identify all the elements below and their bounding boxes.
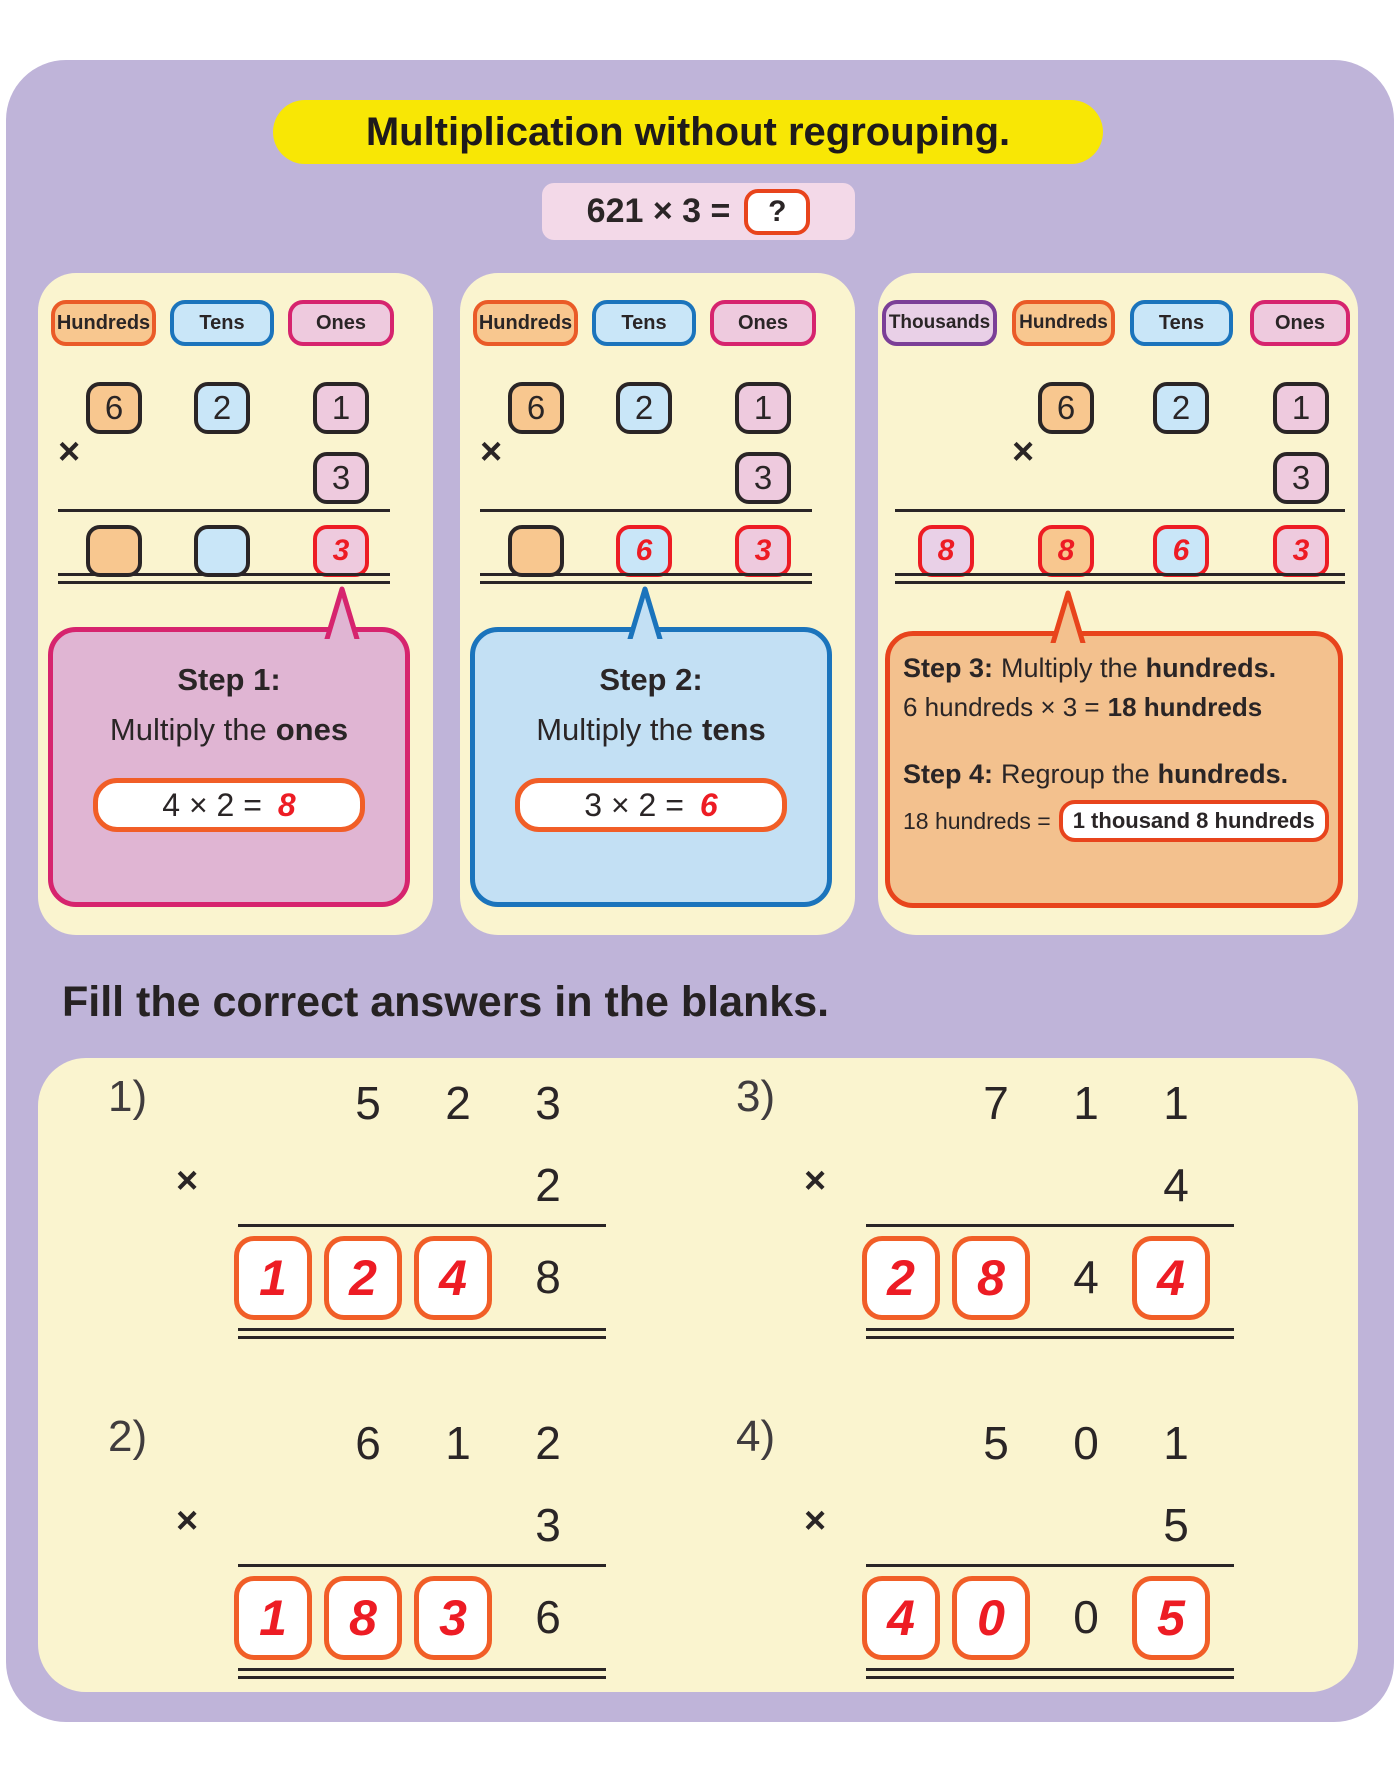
chip-label: Tens — [1158, 311, 1205, 334]
digit-ones: 2 — [535, 1417, 561, 1469]
step2-text — [536, 712, 766, 748]
page-title: Multiplication without regrouping. — [365, 109, 1011, 154]
chip-label: Ones — [315, 311, 367, 334]
step-panel-1 — [38, 273, 433, 935]
place-chip-hundreds — [1012, 300, 1115, 346]
mini-eq-answer: 8 — [277, 786, 296, 823]
answer-digit: 2 — [887, 1250, 915, 1306]
digit-ones: 1 — [1163, 1077, 1189, 1129]
step3-label: Step 3: — [903, 653, 994, 683]
rule-line — [895, 509, 1345, 512]
problem-label: 1) — [108, 1072, 148, 1121]
digit: 1 — [753, 389, 773, 426]
chip-label: Ones — [1274, 311, 1326, 334]
digit-box-tens — [616, 382, 672, 434]
step2-bubble — [470, 627, 832, 907]
digit: 6 — [104, 389, 124, 426]
answer-box-hundreds[interactable] — [952, 1576, 1030, 1660]
digit-box-ones — [735, 382, 791, 434]
multiplier-box — [313, 452, 369, 504]
chip-label: Hundreds — [56, 311, 151, 334]
times-sign: × — [176, 1160, 199, 1202]
times-sign: × — [804, 1500, 827, 1542]
double-rule — [238, 1328, 606, 1339]
result-digit: 3 — [754, 534, 772, 567]
answer-digit: 8 — [977, 1250, 1005, 1306]
mini-eq-answer: 6 — [699, 786, 718, 823]
place-chip-ones — [1250, 300, 1350, 346]
answer-box-hundreds[interactable] — [324, 1576, 402, 1660]
step-panel-2 — [460, 273, 855, 935]
step1-text — [110, 712, 348, 748]
double-rule — [480, 573, 812, 584]
result-box-tens-empty — [194, 525, 250, 577]
times-sign: × — [1012, 431, 1035, 473]
result-digit: 6 — [1172, 534, 1190, 567]
result-digit: 8 — [1057, 534, 1075, 567]
rule-line — [480, 509, 812, 512]
digit: 3 — [753, 459, 773, 496]
answer-digit: 0 — [977, 1590, 1005, 1646]
double-rule — [866, 1668, 1234, 1679]
step3-eq-bold: 18 hundreds — [1107, 692, 1263, 722]
problem-label: 4) — [736, 1412, 776, 1461]
result-box-hundreds-empty — [86, 525, 142, 577]
digit-ones: 1 — [1163, 1417, 1189, 1469]
chip-label: Tens — [199, 311, 245, 334]
chip-label: Hundreds — [478, 311, 573, 334]
times-sign: × — [58, 431, 81, 473]
bubble-tail — [1050, 589, 1086, 643]
double-rule — [895, 573, 1345, 584]
mini-eq-text: 4 × 2 = — [162, 786, 262, 823]
step4-text-bold: hundreds. — [1157, 759, 1289, 789]
mini-equation — [515, 778, 787, 832]
place-chip-tens — [592, 300, 696, 346]
step4-label: Step 4: — [903, 759, 994, 789]
step4-eq-text: 18 hundreds = — [903, 807, 1051, 834]
answer-digit: 3 — [439, 1590, 467, 1646]
problem-1 — [38, 1058, 658, 1378]
answer-digit: 4 — [439, 1250, 467, 1306]
given-digit-tens: 4 — [1073, 1251, 1099, 1303]
digit-box-hundreds — [508, 382, 564, 434]
answer-digit: 2 — [349, 1250, 377, 1306]
digit-hundreds: 6 — [355, 1417, 381, 1469]
digit-box-hundreds — [1038, 382, 1094, 434]
answer-digit: 1 — [259, 1250, 287, 1306]
place-chip-ones — [288, 300, 394, 346]
multiplier: 3 — [535, 1499, 561, 1551]
step-text-bold: ones — [275, 712, 349, 747]
step4-equation — [903, 800, 1329, 842]
result-box-ones — [1273, 525, 1329, 577]
bubble-tail — [324, 585, 360, 639]
answer-box-tens[interactable] — [414, 1236, 492, 1320]
result-box-tens — [1153, 525, 1209, 577]
result-box-ones — [735, 525, 791, 577]
place-chip-thousands — [882, 300, 997, 346]
result-box-hundreds — [1038, 525, 1094, 577]
double-rule — [58, 573, 390, 584]
regroup-result-box: 1 thousand 8 hundreds — [1059, 800, 1329, 842]
digit-box-ones — [313, 382, 369, 434]
digit: 2 — [212, 389, 232, 426]
place-chip-tens — [1130, 300, 1233, 346]
double-rule — [866, 1328, 1234, 1339]
chip-label: Tens — [621, 311, 667, 334]
digit-box-tens — [1153, 382, 1209, 434]
answer-box-thousands[interactable] — [234, 1236, 312, 1320]
answer-box-ones[interactable] — [1132, 1576, 1210, 1660]
result-box-thousands — [918, 525, 974, 577]
digit: 2 — [634, 389, 654, 426]
multiplier: 2 — [535, 1159, 561, 1211]
place-chip-hundreds — [51, 300, 156, 346]
times-sign: × — [480, 431, 503, 473]
step1-title: Step 1: — [177, 662, 281, 697]
result-digit: 3 — [332, 534, 350, 567]
result-box-hundreds-empty — [508, 525, 564, 577]
answer-digit: 4 — [1157, 1250, 1185, 1306]
answer-box-thousands[interactable] — [862, 1576, 940, 1660]
step3-equation — [903, 692, 1329, 723]
rule-line — [58, 509, 390, 512]
rule-line — [238, 1224, 606, 1227]
digit: 1 — [331, 389, 351, 426]
answer-digit: 1 — [259, 1590, 287, 1646]
digit-tens: 2 — [445, 1077, 471, 1129]
title-banner — [273, 100, 1103, 164]
answer-box-thousands[interactable] — [234, 1576, 312, 1660]
result-digit: 3 — [1292, 534, 1310, 567]
digit-tens: 0 — [1073, 1417, 1099, 1469]
chip-label: Ones — [737, 311, 789, 334]
digit: 2 — [1171, 389, 1191, 426]
step-text: Multiply the — [536, 712, 694, 747]
exercise-heading: Fill the correct answers in the blanks. — [62, 978, 830, 1026]
chip-label: Hundreds — [1019, 312, 1108, 333]
step4-heading — [903, 759, 1329, 790]
step3-4-content — [885, 631, 1343, 908]
digit-box-ones — [1273, 382, 1329, 434]
digit-hundreds: 5 — [983, 1417, 1009, 1469]
answer-box-tens[interactable] — [414, 1576, 492, 1660]
times-sign: × — [176, 1500, 199, 1542]
step3-heading — [903, 653, 1329, 684]
step2-title: Step 2: — [599, 662, 703, 697]
digit-tens: 1 — [445, 1417, 471, 1469]
bubble-tail — [627, 585, 663, 639]
multiplier-box — [735, 452, 791, 504]
step3-eq-text: 6 hundreds × 3 = — [903, 692, 1100, 722]
step-panel-3 — [878, 273, 1358, 935]
mini-equation — [93, 778, 365, 832]
place-chip-ones — [710, 300, 816, 346]
problem-4 — [666, 1398, 1286, 1718]
problem-label: 2) — [108, 1412, 148, 1461]
answer-box-thousands[interactable] — [862, 1236, 940, 1320]
problem-label: 3) — [736, 1072, 776, 1121]
answer-digit: 5 — [1157, 1590, 1185, 1646]
problem-2 — [38, 1398, 658, 1718]
step4-text: Regroup the — [1001, 759, 1150, 789]
digit-hundreds: 5 — [355, 1077, 381, 1129]
problem-3 — [666, 1058, 1286, 1378]
digit: 3 — [1291, 459, 1311, 496]
result-box-ones — [313, 525, 369, 577]
answer-box-ones[interactable] — [1132, 1236, 1210, 1320]
answer-box-hundreds[interactable] — [324, 1236, 402, 1320]
digit: 6 — [526, 389, 546, 426]
digit-box-hundreds — [86, 382, 142, 434]
step3-text-bold: hundreds. — [1145, 653, 1277, 683]
equation-text: 621 × 3 = — [586, 192, 731, 230]
given-digit-tens: 0 — [1073, 1591, 1099, 1643]
answer-box-hundreds[interactable] — [952, 1236, 1030, 1320]
question-mark: ? — [768, 194, 787, 228]
rule-line — [238, 1564, 606, 1567]
place-chip-hundreds — [473, 300, 578, 346]
multiplier-box — [1273, 452, 1329, 504]
rule-line — [866, 1224, 1234, 1227]
chip-label: Thousands — [888, 312, 991, 333]
answer-digit: 8 — [349, 1590, 377, 1646]
mini-eq-text: 3 × 2 = — [584, 786, 684, 823]
step-text-bold: tens — [702, 712, 766, 747]
multiplier: 5 — [1163, 1499, 1189, 1551]
digit-ones: 3 — [535, 1077, 561, 1129]
result-digit: 8 — [937, 534, 955, 567]
place-chip-tens — [170, 300, 274, 346]
double-rule — [238, 1668, 606, 1679]
times-sign: × — [804, 1160, 827, 1202]
step-text: Multiply the — [109, 712, 267, 747]
digit: 1 — [1291, 389, 1311, 426]
step1-bubble — [48, 627, 410, 907]
digit: 3 — [331, 459, 351, 496]
given-digit-ones: 6 — [535, 1591, 561, 1643]
digit: 6 — [1056, 389, 1076, 426]
rule-line — [866, 1564, 1234, 1567]
result-box-tens — [616, 525, 672, 577]
digit-box-tens — [194, 382, 250, 434]
equation-answer-box[interactable] — [744, 189, 810, 235]
answer-digit: 4 — [887, 1590, 915, 1646]
equation-bar — [542, 183, 855, 240]
step3-text: Multiply the — [1001, 653, 1138, 683]
multiplier: 4 — [1163, 1159, 1189, 1211]
digit-hundreds: 7 — [983, 1077, 1009, 1129]
given-digit-ones: 8 — [535, 1251, 561, 1303]
digit-tens: 1 — [1073, 1077, 1099, 1129]
result-digit: 6 — [635, 534, 653, 567]
